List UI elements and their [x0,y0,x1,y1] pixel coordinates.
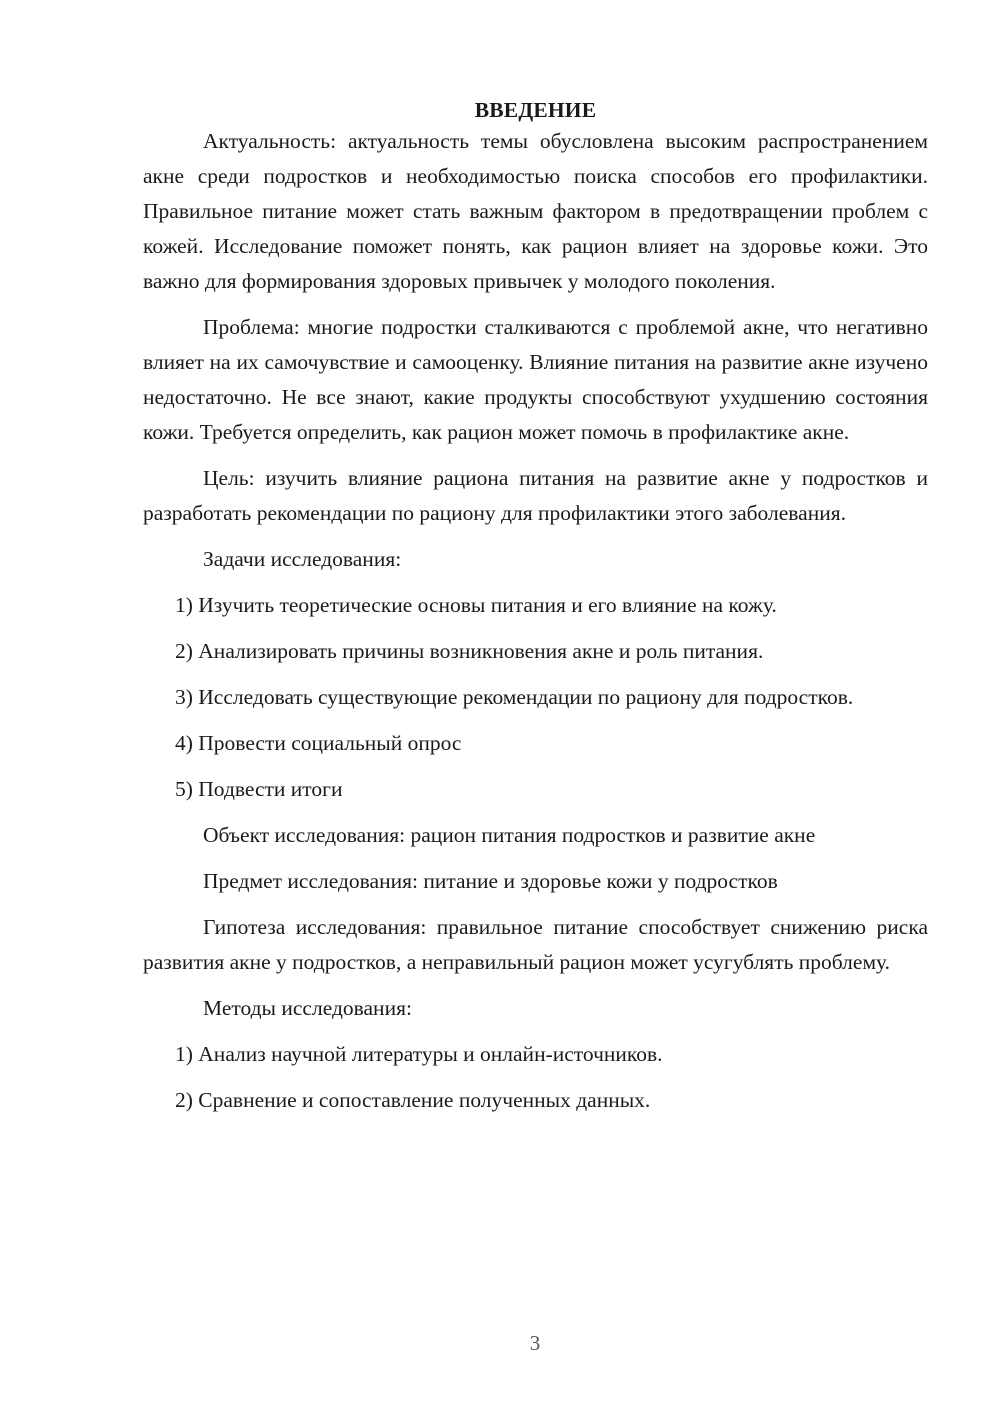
task-item-5: 5) Подвести итоги [175,777,343,801]
task-item-1: 1) Изучить теоретические основы питания и его влияние на кожу. [175,593,777,617]
relevance-paragraph: Актуальность: актуальность темы обусловлена высоким распространением акне среди подростков и необходимостью поиска способов его профилактики. Правильное питание может стать важным фактором в предотвращении проблем с кожей. Исследование поможет понять, как рацион влияет на здоровье кожи. Это важно для формирования здоровых привычек у молодого поколения. [143,129,928,293]
object-paragraph: Объект исследования: рацион питания подростков и развитие акне [203,823,816,847]
goal-paragraph: Цель: изучить влияние рациона питания на развитие акне у подростков и разработать рекомендации по рациону для профилактики этого заболевания. [143,466,928,525]
document-body [143,93,928,1129]
task-item-3: 3) Исследовать существующие рекомендации по рациону для подростков. [175,685,854,709]
method-item-2: 2) Сравнение и сопоставление полученных данных. [175,1088,651,1112]
method-item-1: 1) Анализ научной литературы и онлайн-источников. [175,1042,663,1066]
section-heading: ВВЕДЕНИЕ [474,98,597,122]
problem-paragraph: Проблема: многие подростки сталкиваются с проблемой акне, что негативно влияет на их самочувствие и самооценку. Влияние питания на развитие акне изучено недостаточно. Не все знают, какие продукты способствуют ухудшению состояния кожи. Требуется определить, как рацион может помочь в профилактике акне. [143,315,928,444]
methods-title: Методы исследования: [203,996,412,1020]
page-number: 3 [529,1331,541,1355]
hypothesis-paragraph: Гипотеза исследования: правильное питание способствует снижению риска развития акне у подростков, а неправильный рацион может усугублять проблему. [143,915,928,974]
subject-paragraph: Предмет исследования: питание и здоровье кожи у подростков [203,869,778,893]
tasks-title: Задачи исследования: [203,547,402,571]
task-item-2: 2) Анализировать причины возникновения акне и роль питания. [175,639,764,663]
task-item-4: 4) Провести социальный опрос [175,731,462,755]
